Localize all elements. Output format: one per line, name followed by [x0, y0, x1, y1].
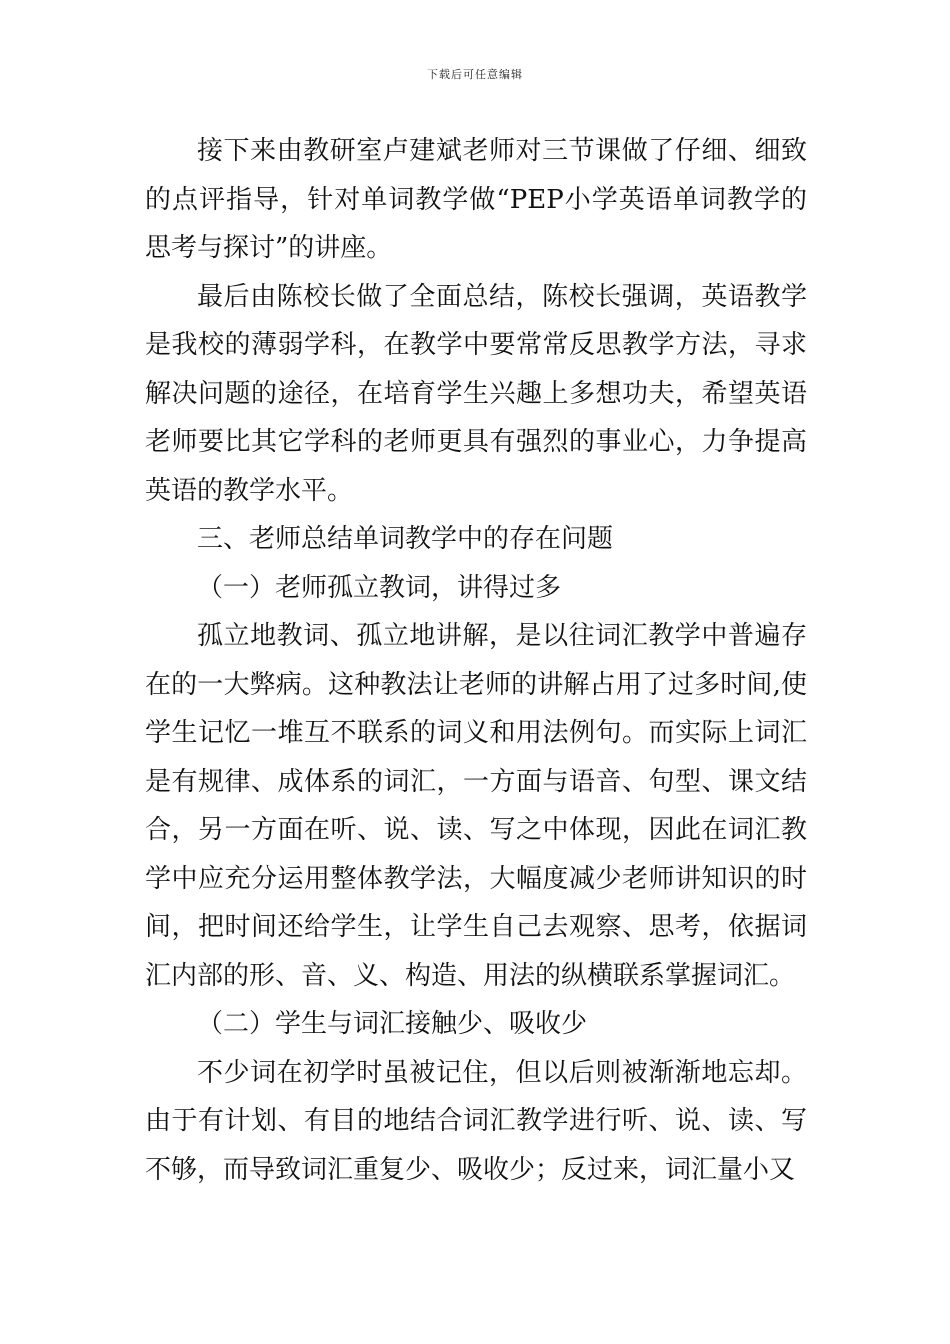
subsection-body-2: 不少词在初学时虽被记住，但以后则被渐渐地忘却。由于有计划、有目的地结合词汇教学进行听、说、读、写不够，而导致词汇重复少、吸收少；反过来，词汇量小又 [145, 1057, 807, 1185]
paragraph-summary: 最后由陈校长做了全面总结，陈校长强调，英语教学是我校的薄弱学科，在教学中要常常反思教学方法，寻求解决问题的途径，在培育学生兴趣上多想功夫，希望英语老师要比其它学科的老师更具有强烈的事业心，力争提高英语的教学水平。 [145, 281, 807, 506]
section-heading: 三、老师总结单词教学中的存在问题 [197, 524, 614, 554]
subsection-body-1: 孤立地教词、孤立地讲解，是以往词汇教学中普遍存在的一大弊病。这种教法让老师的讲解占用了过多时间,使学生记忆一堆互不联系的词义和用法例句。而实际上词汇是有规律、成体系的词汇，一方面与语音、句型、课文结合，另一方面在听、说、读、写之中体现，因此在词汇教学中应充分运用整体教学法，大幅度减少老师讲知识的时间，把时间还给学生，让学生自己去观察、思考，依据词汇内部的形、音、义、构造、用法的纵横联系掌握词汇。 [145, 621, 807, 991]
subsection-heading-2: （二）学生与词汇接触少、吸收少 [197, 1009, 588, 1039]
document-body [145, 127, 807, 1194]
paragraph-review: 接下来由教研室卢建斌老师对三节课做了仔细、细致的点评指导，针对单词教学做“PEP小学英语单词教学的思考与探讨”的讲座。 [145, 136, 807, 263]
page-header: 下载后可任意编辑 [427, 68, 523, 81]
subsection-heading-1: （一）老师孤立教词，讲得过多 [197, 572, 562, 603]
